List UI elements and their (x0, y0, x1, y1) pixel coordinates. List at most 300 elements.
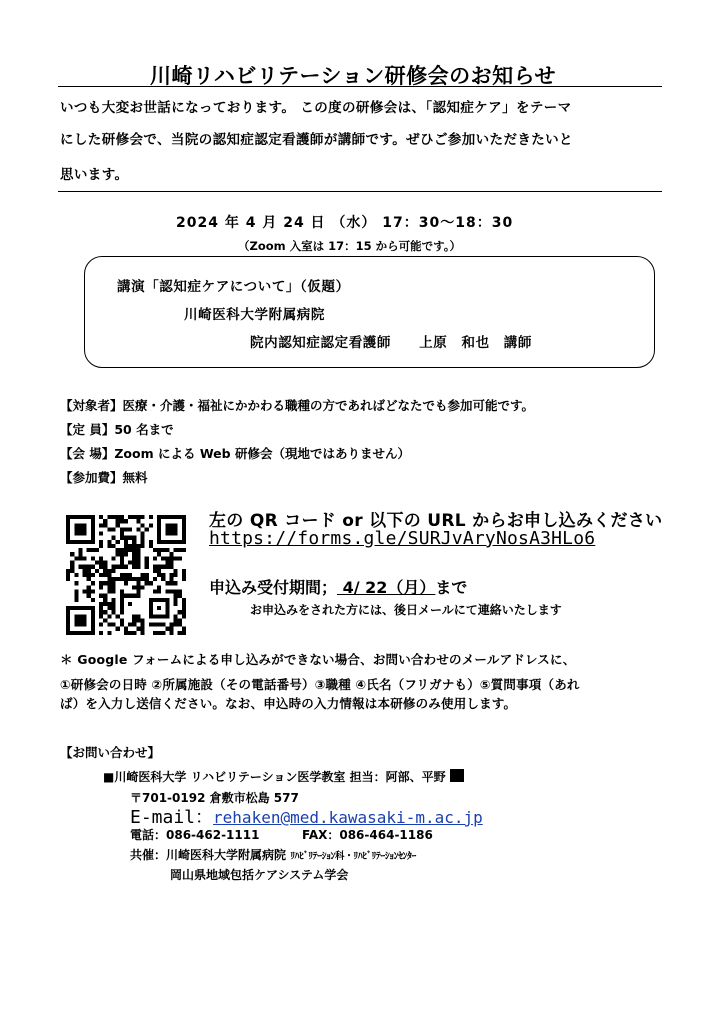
qr-module (103, 565, 107, 569)
qr-module (120, 527, 124, 531)
qr-module (182, 610, 186, 614)
qr-module (128, 548, 132, 552)
qr-module (99, 515, 103, 519)
qr-module (107, 589, 111, 593)
qr-module (112, 556, 116, 560)
apply-url-link[interactable]: https://forms.gle/SURJvAryNosA3HLo6 (209, 528, 596, 549)
qr-module (74, 573, 78, 577)
qr-module (136, 565, 140, 569)
qr-module (99, 532, 103, 536)
qr-module (107, 577, 111, 581)
qr-module (124, 631, 128, 635)
qr-module (140, 631, 144, 635)
reply-note: お申込みをされた方には、後日メールにて連絡いたします (250, 603, 562, 617)
qr-module (103, 598, 107, 602)
qr-module (140, 515, 144, 519)
qr-module (132, 556, 136, 560)
qr-module (140, 573, 144, 577)
qr-module (120, 519, 124, 523)
qr-module (128, 544, 132, 548)
qr-module (140, 540, 144, 544)
qr-module (132, 548, 136, 552)
qr-module (74, 556, 78, 560)
qr-module (112, 581, 116, 585)
qr-module (103, 610, 107, 614)
qr-module (91, 565, 95, 569)
qr-module (174, 623, 178, 627)
qr-module (153, 577, 157, 581)
qr-module (169, 627, 173, 631)
qr-module (145, 527, 149, 531)
qr-module (120, 598, 124, 602)
qr-module (120, 573, 124, 577)
qr-module (70, 552, 74, 556)
qr-module (140, 536, 144, 540)
qr-module (116, 523, 120, 527)
qr-module (99, 610, 103, 614)
qr-module (178, 556, 182, 560)
qr-module (116, 519, 120, 523)
qr-module (182, 577, 186, 581)
qr-module (87, 569, 91, 573)
title-divider (58, 86, 662, 87)
qr-module (74, 594, 78, 598)
qr-module (157, 589, 161, 593)
qr-module (149, 515, 153, 519)
qr-module (112, 606, 116, 610)
qr-module (116, 552, 120, 556)
qr-module (120, 589, 124, 593)
qr-module (128, 602, 132, 606)
qr-module (145, 561, 149, 565)
info-value: 50 名まで (114, 422, 174, 437)
qr-module (165, 581, 169, 585)
lecture-title: 講演「認知症ケアについて」（仮題） (117, 279, 350, 295)
qr-module (99, 561, 103, 565)
qr-module (74, 581, 78, 585)
qr-module (169, 631, 173, 635)
qr-module (95, 569, 99, 573)
qr-module (120, 552, 124, 556)
qr-module (87, 548, 91, 552)
info-label: 【対象者】 (60, 398, 123, 413)
qr-module (178, 610, 182, 614)
qr-module (140, 585, 144, 589)
qr-module (161, 577, 165, 581)
qr-module (161, 631, 165, 635)
qr-module (107, 585, 111, 589)
qr-module (132, 540, 136, 544)
qr-module (140, 532, 144, 536)
qr-module (107, 544, 111, 548)
note-line-1: ＊ Google フォームによる申し込みができない場合、お問い合わせのメールアドレスに、 (60, 652, 576, 667)
qr-module (87, 565, 91, 569)
qr-module (153, 569, 157, 573)
deadline-suffix: まで (435, 578, 468, 597)
qr-module (161, 556, 165, 560)
qr-module (103, 581, 107, 585)
qr-module (87, 585, 91, 589)
qr-module (120, 602, 124, 606)
qr-module (132, 544, 136, 548)
apply-instruction: 左の QR コード or 以下の URL からお申し込みください (209, 511, 663, 531)
deadline-date: 4/ 22（月） (337, 578, 436, 597)
qr-module (83, 569, 87, 573)
deadline-label: 申込み受付期間； (209, 578, 338, 597)
qr-module (132, 594, 136, 598)
qr-module (132, 618, 136, 622)
qr-module (103, 602, 107, 606)
qr-module (116, 540, 120, 544)
qr-module (178, 618, 182, 622)
note-line-3: ば）を入力し送信ください。なお、申込時の入力情報は本研修のみ使用します。 (60, 696, 517, 711)
info-row-fee (60, 468, 148, 486)
qr-module (132, 565, 136, 569)
qr-module (136, 627, 140, 631)
qr-module (99, 565, 103, 569)
cohost-dept: ﾘﾊﾋﾞﾘﾃｰｼｮﾝ科・ﾘﾊﾋﾞﾘﾃｰｼｮﾝｾﾝﾀｰ (290, 851, 416, 862)
qr-module (112, 544, 116, 548)
qr-module (99, 614, 103, 618)
qr-module (66, 569, 70, 573)
qr-module (99, 544, 103, 548)
qr-module (145, 565, 149, 569)
lecture-box (84, 256, 655, 368)
qr-module (165, 556, 169, 560)
qr-module (128, 527, 132, 531)
qr-module (174, 589, 178, 593)
qr-code[interactable] (66, 515, 186, 635)
qr-module (83, 565, 87, 569)
qr-module (103, 594, 107, 598)
qr-module (83, 556, 87, 560)
qr-module (165, 589, 169, 593)
qr-module (174, 602, 178, 606)
qr-module (70, 569, 74, 573)
qr-module (91, 573, 95, 577)
qr-module (91, 598, 95, 602)
qr-module (124, 527, 128, 531)
info-value: 無料 (122, 470, 148, 485)
contact-fax: FAX：086-464-1186 (302, 828, 433, 842)
contact-org (103, 768, 464, 785)
qr-module (145, 556, 149, 560)
qr-module (83, 589, 87, 593)
qr-module (107, 569, 111, 573)
qr-module (182, 614, 186, 618)
qr-module (103, 569, 107, 573)
qr-module (124, 577, 128, 581)
qr-module (124, 573, 128, 577)
qr-module (157, 631, 161, 635)
qr-module (78, 552, 82, 556)
qr-module (128, 577, 132, 581)
qr-module (87, 577, 91, 581)
qr-module (169, 552, 173, 556)
qr-module (87, 589, 91, 593)
qr-module (120, 548, 124, 552)
qr-module (157, 623, 161, 627)
qr-module (112, 577, 116, 581)
qr-module (178, 589, 182, 593)
email-link[interactable]: rehaken@med.kawasaki-m.ac.jp (213, 808, 483, 827)
qr-module (128, 536, 132, 540)
qr-module (124, 548, 128, 552)
qr-module (120, 610, 124, 614)
qr-module (153, 623, 157, 627)
qr-module (66, 577, 70, 581)
qr-module (103, 519, 107, 523)
qr-module (78, 565, 82, 569)
qr-module (103, 561, 107, 565)
qr-module (182, 548, 186, 552)
email-label: E-mail： (130, 807, 214, 828)
qr-module (107, 540, 111, 544)
qr-module (182, 627, 186, 631)
qr-module (112, 569, 116, 573)
qr-module (91, 581, 95, 585)
qr-module (132, 577, 136, 581)
qr-module (132, 614, 136, 618)
qr-module (153, 631, 157, 635)
qr-module (161, 623, 165, 627)
qr-module (145, 577, 149, 581)
qr-module (182, 606, 186, 610)
contact-phone: 電話：086-462-1111 (130, 828, 260, 842)
lecture-affiliation: 川崎医科大学附属病院 (184, 307, 325, 323)
qr-module (128, 631, 132, 635)
info-label: 【定 員】 (60, 422, 115, 437)
qr-module (169, 573, 173, 577)
info-value: 医療・介護・福祉にかかわる職種の方であればどなたでも参加可能です。 (122, 398, 535, 413)
qr-module (107, 515, 111, 519)
qr-module (112, 589, 116, 593)
qr-module (165, 565, 169, 569)
qr-module (132, 515, 136, 519)
qr-module (140, 577, 144, 581)
qr-module (157, 565, 161, 569)
qr-module (136, 594, 140, 598)
qr-module (136, 552, 140, 556)
qr-module (107, 581, 111, 585)
qr-module (153, 565, 157, 569)
qr-module (140, 627, 144, 631)
qr-module (136, 544, 140, 548)
qr-module (99, 556, 103, 560)
qr-module (74, 598, 78, 602)
qr-module (145, 573, 149, 577)
qr-module (182, 598, 186, 602)
qr-module (128, 515, 132, 519)
qr-module (149, 623, 153, 627)
intro-line-1: いつも大変お世話になっております。 この度の研修会は、「認知症ケア」をテーマ (60, 100, 572, 116)
info-row-capacity (60, 420, 174, 438)
contact-cohost (130, 846, 416, 863)
qr-module (124, 552, 128, 556)
qr-module (112, 623, 116, 627)
qr-module (165, 627, 169, 631)
qr-module (136, 618, 140, 622)
qr-module (120, 565, 124, 569)
qr-module (87, 573, 91, 577)
qr-module (157, 552, 161, 556)
zoom-entry-note: （Zoom 入室は 17：15 から可能です。） (238, 239, 461, 253)
qr-module (124, 627, 128, 631)
qr-module (174, 556, 178, 560)
qr-module (124, 581, 128, 585)
qr-module (99, 581, 103, 585)
qr-module (74, 589, 78, 593)
qr-module (136, 519, 140, 523)
qr-module (120, 594, 124, 598)
qr-module (112, 585, 116, 589)
qr-module (124, 536, 128, 540)
qr-module (169, 589, 173, 593)
qr-module (120, 532, 124, 536)
note-line-2: ①研修会の日時 ②所属施設（その電話番号）③職種 ④氏名（フリガナも）⑤質問事項（あれ (60, 677, 580, 692)
qr-module (116, 565, 120, 569)
qr-module (136, 581, 140, 585)
intro-line-3: 思います。 (60, 167, 129, 183)
qr-module (132, 552, 136, 556)
qr-module (157, 569, 161, 573)
qr-module (140, 523, 144, 527)
qr-module (178, 548, 182, 552)
qr-module (132, 536, 136, 540)
qr-module (124, 565, 128, 569)
qr-module (182, 569, 186, 573)
qr-module (132, 623, 136, 627)
qr-module (157, 548, 161, 552)
contact-address: 〒701-0192 倉敷市松島 577 (130, 791, 299, 805)
qr-module (140, 623, 144, 627)
qr-module (99, 606, 103, 610)
qr-module (178, 594, 182, 598)
qr-module (103, 573, 107, 577)
page-title: 川崎リハビリテーション研修会のお知らせ (150, 64, 556, 88)
deadline (209, 575, 467, 598)
qr-module (182, 573, 186, 577)
qr-module (107, 527, 111, 531)
qr-module (157, 585, 161, 589)
qr-module (112, 602, 116, 606)
qr-module (116, 548, 120, 552)
qr-module (136, 585, 140, 589)
qr-module (99, 523, 103, 527)
lecture-speaker: 院内認知症認定看護師 上原 和也 講師 (250, 335, 532, 351)
qr-module (165, 561, 169, 565)
qr-module (116, 515, 120, 519)
qr-module (136, 614, 140, 618)
qr-module (112, 610, 116, 614)
qr-module (107, 606, 111, 610)
qr-module (83, 573, 87, 577)
qr-module (66, 573, 70, 577)
intro-line-2: にした研修会で、当院の認知症認定看護師が講師です。ぜひご参加いただきたいと (60, 132, 573, 148)
qr-module (165, 548, 169, 552)
qr-module (161, 565, 165, 569)
qr-module (107, 623, 111, 627)
qr-module (87, 594, 91, 598)
qr-module (174, 614, 178, 618)
info-row-venue (60, 444, 410, 462)
qr-module (103, 523, 107, 527)
qr-module (91, 556, 95, 560)
qr-module (149, 523, 153, 527)
contact-cohost-2: 岡山県地域包括ケアシステム学会 (170, 868, 349, 882)
qr-module (107, 602, 111, 606)
qr-module (99, 540, 103, 544)
qr-module (128, 623, 132, 627)
intro-divider (58, 191, 662, 192)
black-square-icon (450, 769, 464, 782)
qr-module (136, 577, 140, 581)
qr-module (99, 594, 103, 598)
qr-module (132, 585, 136, 589)
qr-module (120, 556, 124, 560)
contact-heading: 【お問い合わせ】 (60, 745, 161, 760)
qr-module (78, 556, 82, 560)
qr-module (91, 589, 95, 593)
qr-module (136, 556, 140, 560)
qr-module (91, 548, 95, 552)
qr-module (95, 561, 99, 565)
qr-module (70, 565, 74, 569)
qr-module (112, 598, 116, 602)
qr-module (136, 561, 140, 565)
qr-module (132, 631, 136, 635)
info-row-target (60, 396, 534, 414)
info-label: 【参加費】 (60, 470, 123, 485)
qr-module (153, 589, 157, 593)
qr-module (128, 573, 132, 577)
qr-module (107, 573, 111, 577)
qr-module (99, 623, 103, 627)
qr-module (116, 577, 120, 581)
qr-module (169, 623, 173, 627)
qr-module (116, 627, 120, 631)
qr-module (128, 594, 132, 598)
qr-module (153, 548, 157, 552)
qr-module (174, 569, 178, 573)
qr-module (153, 556, 157, 560)
qr-module (112, 515, 116, 519)
qr-module (149, 540, 153, 544)
qr-module (120, 536, 124, 540)
qr-module (107, 614, 111, 618)
event-datetime: 2024 年 4 月 24 日 （水） 17：30～18：30 (176, 215, 514, 231)
qr-module (169, 561, 173, 565)
qr-module (174, 594, 178, 598)
qr-module (157, 573, 161, 577)
info-label: 【会 場】 (60, 446, 115, 461)
qr-module (70, 561, 74, 565)
qr-module (95, 548, 99, 552)
qr-module (120, 606, 124, 610)
qr-module (116, 614, 120, 618)
qr-module (136, 589, 140, 593)
qr-module (182, 631, 186, 635)
qr-module (178, 631, 182, 635)
qr-module (124, 540, 128, 544)
qr-module (132, 561, 136, 565)
qr-module (174, 548, 178, 552)
qr-module (140, 618, 144, 622)
qr-module (136, 527, 140, 531)
qr-module (120, 515, 124, 519)
qr-module (182, 602, 186, 606)
qr-module (169, 565, 173, 569)
